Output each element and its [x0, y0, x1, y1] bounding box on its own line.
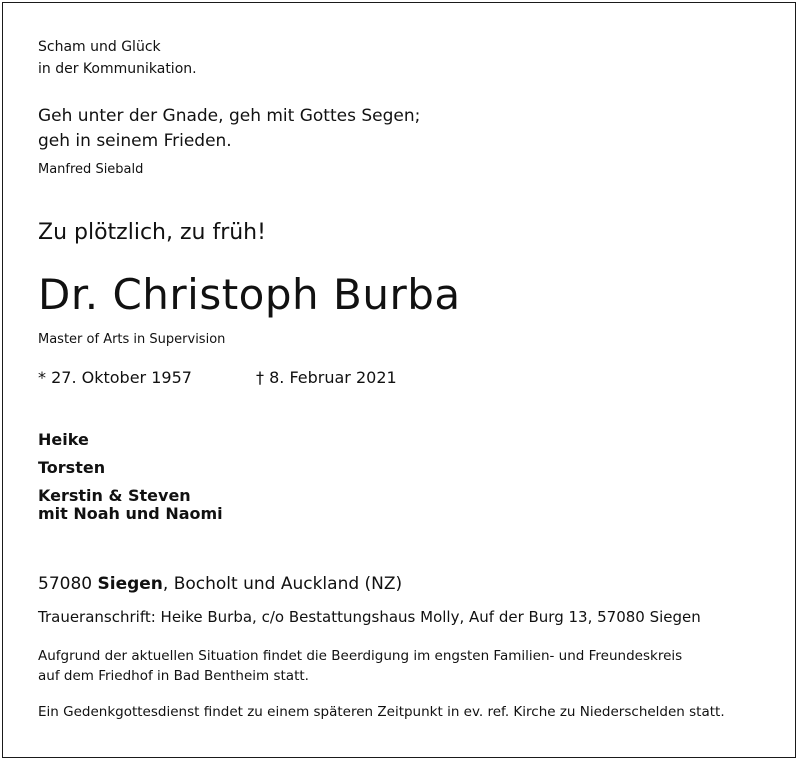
verse-line-2: geh in seinem Frieden.: [38, 131, 232, 151]
intro-heading: Zu plötzlich, zu früh!: [38, 220, 266, 245]
verse: [38, 104, 420, 154]
motto: [38, 36, 197, 80]
family-member: Heike: [38, 430, 89, 449]
motto-line-2: in der Kommunikation.: [38, 61, 197, 77]
funeral-info-line-2: auf dem Friedhof in Bad Bentheim statt.: [38, 668, 309, 684]
location-rest: , Bocholt und Auckland (NZ): [162, 574, 403, 594]
family-member: Torsten: [38, 458, 106, 477]
location-line: [38, 574, 402, 594]
motto-line-1: Scham und Glück: [38, 39, 161, 55]
birth-date: * 27. Oktober 1957: [38, 368, 192, 387]
death-date: † 8. Februar 2021: [256, 368, 397, 387]
verse-line-1: Geh unter der Gnade, geh mit Gottes Segen;: [38, 106, 421, 126]
deceased-degree: Master of Arts in Supervision: [38, 332, 226, 347]
memorial-service-info: Ein Gedenkgottesdienst findet zu einem späteren Zeitpunkt in ev. ref. Kirche zu Niederschelden statt.: [38, 704, 725, 720]
postal-code: 57080: [38, 574, 93, 594]
city-name: Siegen: [97, 574, 163, 594]
funeral-info-line-1: Aufgrund der aktuellen Situation findet die Beerdigung im engsten Familien- und Freundeskreis: [38, 648, 683, 664]
verse-author: Manfred Siebald: [38, 162, 144, 177]
deceased-name: Dr. Christoph Burba: [38, 270, 461, 319]
family-member: Kerstin & Steven: [38, 486, 191, 505]
funeral-info: [38, 646, 682, 686]
family-member: mit Noah und Naomi: [38, 504, 223, 523]
mourning-address: Traueranschrift: Heike Burba, c/o Bestattungshaus Molly, Auf der Burg 13, 57080 Siegen: [38, 608, 701, 626]
